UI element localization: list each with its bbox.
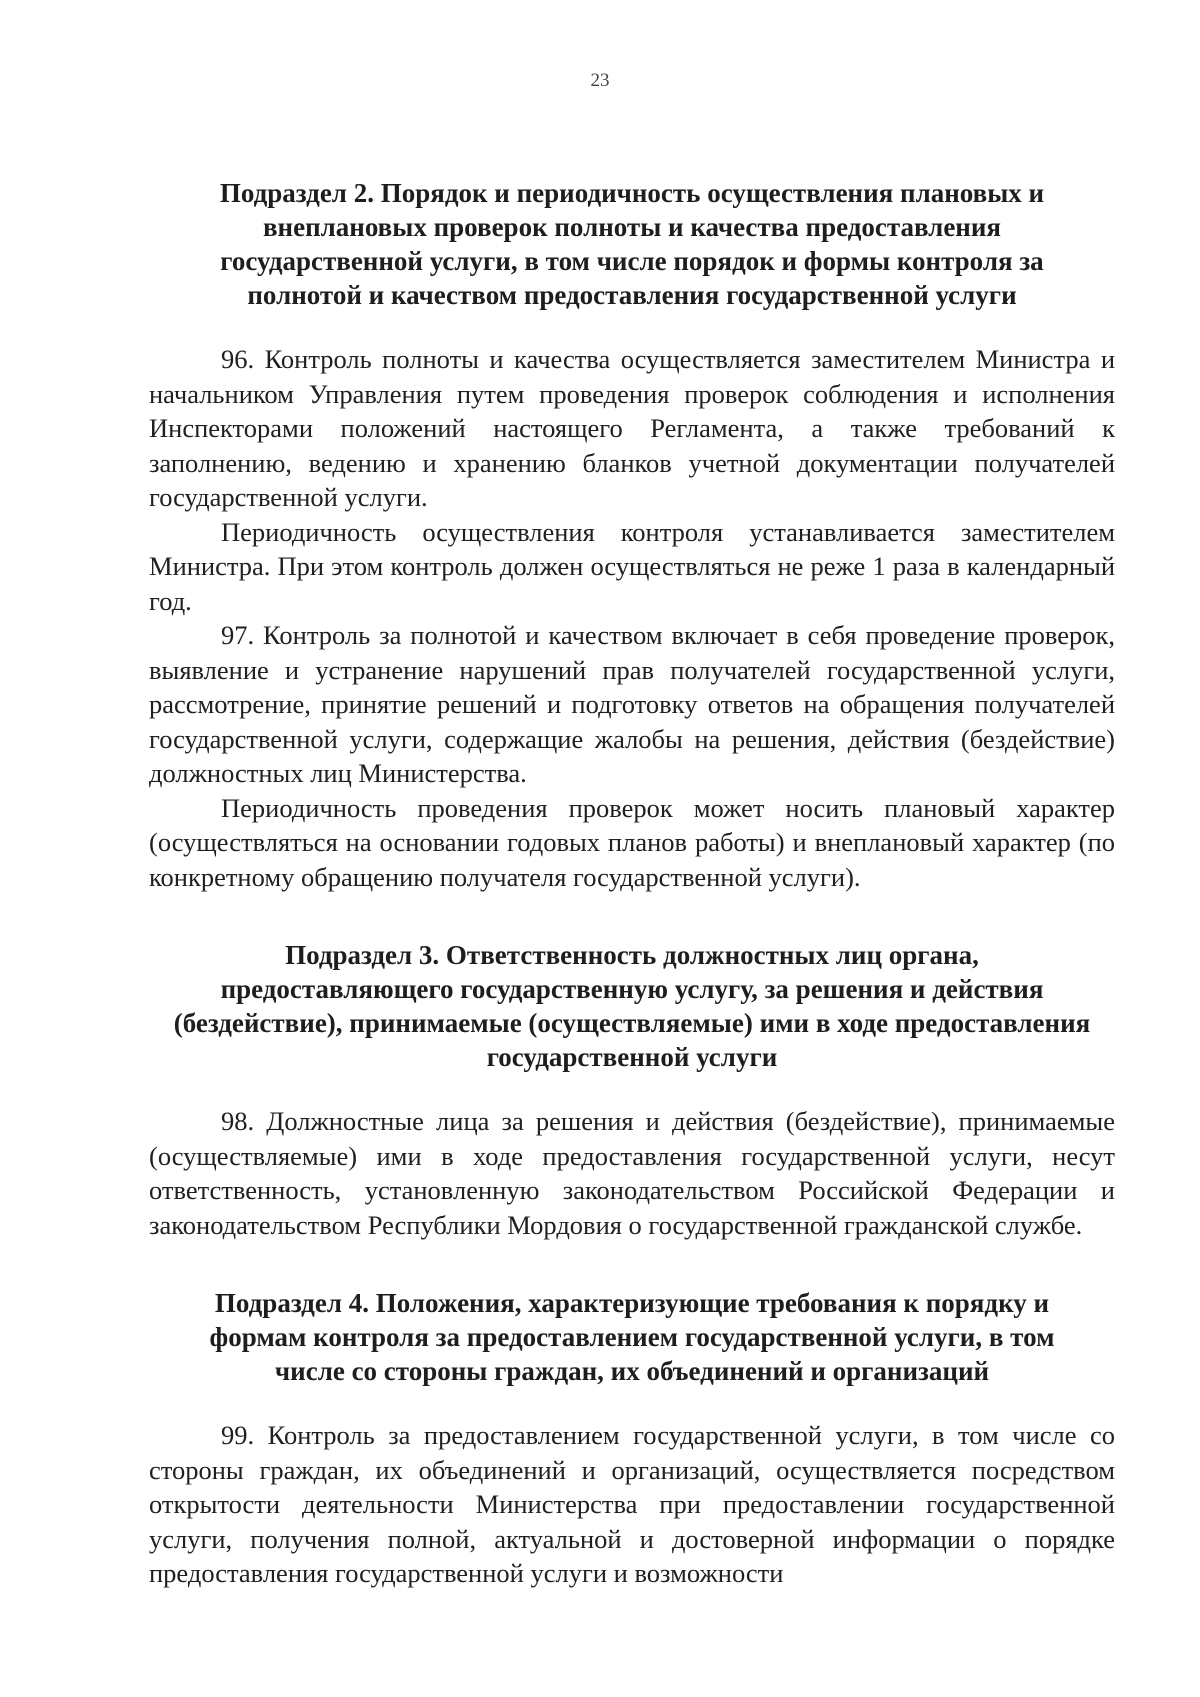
heading-line: (бездействие), принимаемые (осуществляемые) ими в ходе предоставления <box>173 1008 1091 1038</box>
heading-line: внеплановых проверок полноты и качества предоставления <box>262 212 1002 242</box>
heading-line: государственной услуги <box>486 1042 778 1072</box>
page-number: 23 <box>590 70 610 91</box>
heading-line: полнотой и качеством предоставления государственной услуги <box>247 280 1017 310</box>
paragraph-96-periodicity: Периодичность осуществления контроля устанавливается заместителем Министра. При этом контроль должен осуществляться не реже 1 раза в календарный год. <box>149 516 1115 616</box>
heading-line: формам контроля за предоставлением государственной услуги, в том <box>209 1322 1055 1352</box>
subsection-3-heading <box>149 938 1115 1074</box>
paragraph-97: 97. Контроль за полнотой и качеством включает в себя проведение проверок, выявление и устранение нарушений прав получателей государственной услуги, рассмотрение, принятие решений и подготовку ответов на обращения получателей государственной услуги, содержащие жалобы на решения, действия (бездействие) должностных лиц Министерства. <box>149 620 1115 788</box>
document-body <box>149 176 1115 1591</box>
paragraph-99: 99. Контроль за предоставлением государственной услуги, в том числе со стороны граждан, их объединений и организаций, осуществляется посредством открытости деятельности Министерства при предоставлении государственной услуги, получения полной, актуальной и достоверной информации о порядке предоставления государственной услуги и возможности <box>149 1420 1115 1588</box>
heading-line: Подраздел 2. Порядок и периодичность осуществления плановых и <box>219 178 1045 208</box>
subsection-2-heading <box>149 176 1115 312</box>
subsection-2 <box>149 176 1115 894</box>
heading-line: Подраздел 4. Положения, характеризующие требования к порядку и <box>214 1288 1050 1318</box>
heading-line: государственной услуги, в том числе порядок и формы контроля за <box>220 246 1044 276</box>
subsection-3 <box>149 938 1115 1242</box>
subsection-4 <box>149 1286 1115 1591</box>
heading-line: Подраздел 3. Ответственность должностных лиц органа, <box>285 940 979 970</box>
paragraph-98: 98. Должностные лица за решения и действия (бездействие), принимаемые (осуществляемые) ими в ходе предоставления государственной услуги, несут ответственность, установленную законодательством Российской Федерации и законодательством Республики Мордовия о государственной гражданской службе. <box>149 1106 1115 1240</box>
heading-line: числе со стороны граждан, их объединений и организаций <box>274 1356 990 1386</box>
paragraph-97-periodicity: Периодичность проведения проверок может носить плановый характер (осуществляться на основании годовых планов работы) и внеплановый характер (по конкретному обращению получателя государственной услуги). <box>149 792 1115 892</box>
subsection-4-heading <box>149 1286 1115 1388</box>
paragraph-96: 96. Контроль полноты и качества осуществляется заместителем Министра и начальником Управления путем проведения проверок соблюдения и исполнения Инспекторами положений настоящего Регламента, а также требований к заполнению, ведению и хранению бланков учетной документации получателей государственной услуги. <box>149 344 1115 512</box>
heading-line: предоставляющего государственную услугу, за решения и действия <box>220 974 1044 1004</box>
